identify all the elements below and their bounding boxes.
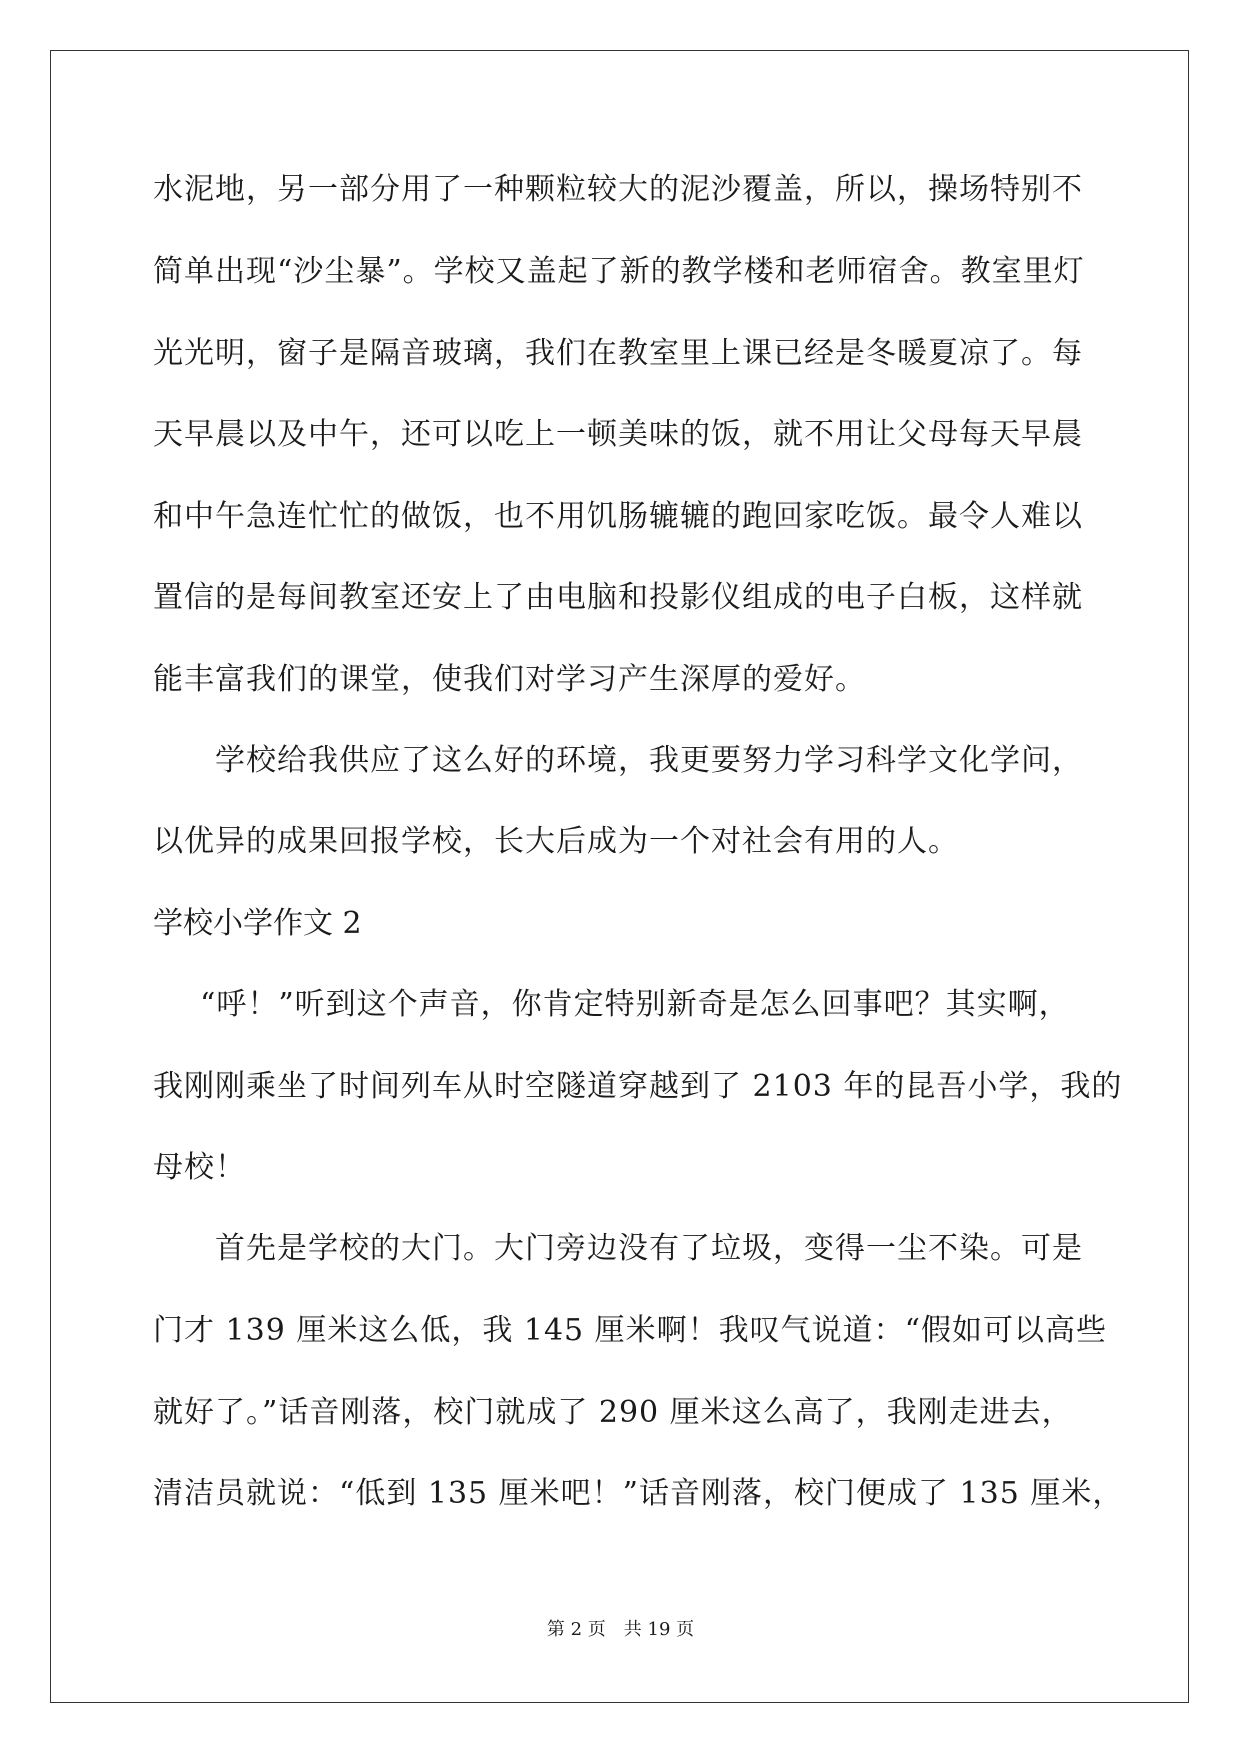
- text-line: 置信的是每间教室还安上了由电脑和投影仪组成的电子白板，这样就: [153, 580, 1083, 615]
- page-number-footer: 第 2 页 共 19 页: [546, 1619, 695, 1640]
- page-border: [50, 50, 1189, 1703]
- text-line: 我刚刚乘坐了时间列车从时空隧道穿越到了 2103 年的昆吾小学，我的: [153, 1069, 1123, 1104]
- text-line: 以优异的成果回报学校，长大后成为一个对社会有用的人。: [153, 824, 959, 859]
- paragraph-first-line: 学校给我供应了这么好的环境，我更要努力学习科学文化学问，: [215, 743, 1083, 778]
- paragraph-first-line: “呼！”听到这个声音，你肯定特别新奇是怎么回事吧？其实啊，: [200, 987, 1070, 1022]
- text-line: 光光明，窗子是隔音玻璃，我们在教室里上课已经是冬暖夏凉了。每: [153, 336, 1083, 371]
- text-line: 天早晨以及中午，还可以吃上一顿美味的饭，就不用让父母每天早晨: [153, 417, 1083, 452]
- text-line: 简单出现“沙尘暴”。学校又盖起了新的教学楼和老师宿舍。教室里灯: [153, 254, 1085, 289]
- text-line: 就好了。”话音刚落，校门就成了 290 厘米这么高了，我刚走进去，: [153, 1395, 1073, 1430]
- text-line: 母校！: [153, 1150, 246, 1185]
- text-line: 清洁员就说：“低到 135 厘米吧！”话音刚落，校门便成了 135 厘米，: [153, 1476, 1124, 1511]
- paragraph-first-line: 首先是学校的大门。大门旁边没有了垃圾，变得一尘不染。可是: [215, 1231, 1083, 1266]
- text-line: 水泥地，另一部分用了一种颗粒较大的泥沙覆盖，所以，操场特别不: [153, 172, 1083, 207]
- text-line: 和中午急连忙忙的做饭，也不用饥肠辘辘的跑回家吃饭。最令人难以: [153, 499, 1083, 534]
- text-line: 能丰富我们的课堂，使我们对学习产生深厚的爱好。: [153, 662, 866, 697]
- text-line: 门才 139 厘米这么低，我 145 厘米啊！我叹气说道：“假如可以高些: [153, 1313, 1108, 1348]
- section-heading: 学校小学作文 2: [153, 906, 362, 941]
